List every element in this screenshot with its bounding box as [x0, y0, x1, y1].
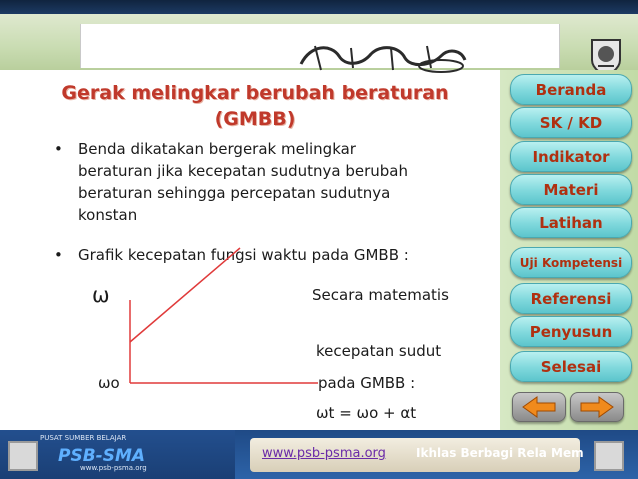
footer-right-box-icon [594, 441, 624, 471]
explanation-line1: Secara matematis [312, 286, 449, 304]
nav-arrows [508, 392, 628, 422]
footer-small-text: PUSAT SUMBER BELAJAR [40, 434, 127, 442]
arrow-right-icon [571, 393, 623, 421]
bullet-2-text: Grafik kecepatan fungsi waktu pada GMBB : [78, 246, 409, 264]
nav-indikator-button[interactable]: Indikator [510, 141, 632, 172]
nav-selesai-button[interactable]: Selesai [510, 351, 632, 382]
nav-beranda-button[interactable]: Beranda [510, 74, 632, 105]
arrow-left-icon [513, 393, 565, 421]
nav-materi-button[interactable]: Materi [510, 174, 632, 205]
formula: ωt = ωo + αt [316, 404, 417, 422]
explanation-line3: pada GMBB : [318, 374, 416, 392]
footer-url-link[interactable]: www.psb-psma.org [262, 446, 386, 461]
nav-penyusun-button[interactable]: Penyusun [510, 316, 632, 347]
bullet-1-line: beraturan jika kecepatan sudutnya berubah [78, 162, 408, 180]
nav-uji-kompetensi-button[interactable]: Uji Kompetensi [510, 247, 632, 278]
bullet-dot: • [54, 246, 63, 264]
slide-title-line2: (GMBB) [214, 108, 296, 130]
footer-left-box-icon [8, 441, 38, 471]
bullet-1-line: konstan [78, 206, 138, 224]
explanation-line2: kecepatan sudut [316, 342, 442, 360]
footer-brand: PSB-SMA [58, 446, 146, 466]
nav-latihan-button[interactable]: Latihan [510, 207, 632, 238]
bullet-1-line: beraturan sehingga percepatan sudutnya [78, 184, 391, 202]
prev-button[interactable] [512, 392, 566, 422]
y-axis-label: ω [92, 283, 110, 307]
nav-referensi-button[interactable]: Referensi [510, 283, 632, 314]
omega-line [130, 248, 240, 342]
slide-title-line1: Gerak melingkar berubah beraturan [61, 82, 449, 104]
next-button[interactable] [570, 392, 624, 422]
bullet-1-line: Benda dikatakan bergerak melingkar [78, 140, 356, 158]
footer-motto: Ikhlas Berbagi Rela Mem [416, 446, 584, 460]
footer-site-small: www.psb-psma.org [80, 464, 147, 472]
nav-sk-kd-button[interactable]: SK / KD [510, 107, 632, 138]
bullet-dot: • [54, 140, 63, 158]
y0-label: ωo [98, 374, 120, 392]
